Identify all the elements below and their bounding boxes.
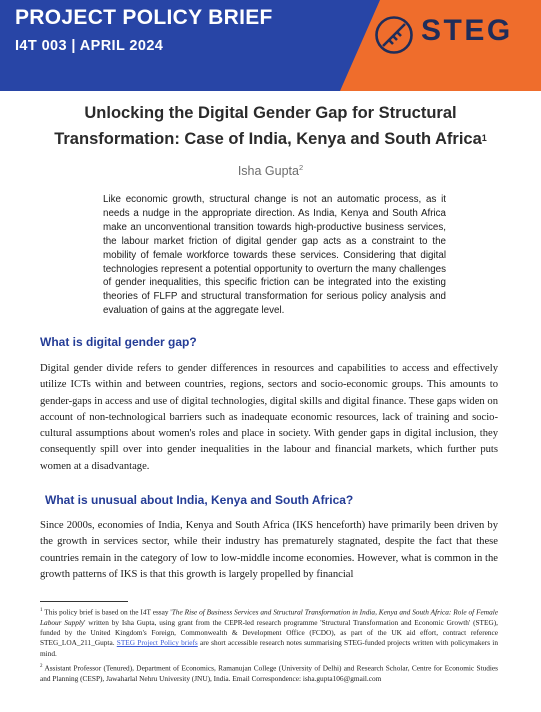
footnote-2-marker: 2	[40, 663, 43, 669]
footnote-1-text-a: This policy brief is based on the I4T essay '	[44, 607, 172, 617]
footnote-1-marker: 1	[40, 608, 43, 613]
footnote-1-text-c: are short accessible research notes summarising STEG-funded projects written with policymakers in mind.	[40, 638, 498, 658]
footnote-1-text-b: ' written by Isha Gupta, using grant from the CEPR-led research programme 'Structural Transformation and Economic Growth' (STEG), funded by the United Kingdom's Foreign, Commonwealth & Development Office (FCDO), as part of the UK aid effort, contract reference STEG_LOA_211_Gupta.	[40, 617, 498, 648]
steg-logo-icon	[374, 15, 414, 55]
footnotes	[40, 606, 498, 687]
footnote-2	[40, 662, 498, 684]
footnote-1-essay-title: The Rise of Business Services and Structural Transformation in India, Kenya and South Africa: Role of Female Labour Supply	[40, 607, 498, 627]
section-heading-digital-gender-gap: What is digital gender gap?	[40, 335, 197, 349]
document-title	[40, 100, 501, 152]
steg-policy-briefs-link[interactable]: STEG Project Policy briefs	[116, 638, 198, 648]
footnote-2-text: Assistant Professor (Tenured), Department of Economics, Ramanujan College (University of Delhi) and Research Scholar, Centre for Economic Studies and Planning (CESP), Jawaharlal Nehru University (JNU), India. Email Correspondence: isha.gupta106@gmail.com	[40, 663, 499, 683]
steg-logo-text: STEG	[421, 14, 513, 47]
brief-issue-date: I4T 003 | APRIL 2024	[15, 38, 164, 54]
section-body-iks: Since 2000s, economies of India, Kenya and South Africa (IKS henceforth) have primarily been driven by the growth in services sector, while their industry has prematurely stagnated, despite the fact that these countries remain in the category of low to low-middle income economies. However, what is common in the growth patterns of IKS is that this growth is largely propelled by financial	[40, 520, 498, 580]
author-name: Isha Gupta	[237, 164, 299, 179]
section-body-digital-gender-gap: Digital gender divide refers to gender differences in resources and capabilities to access and effectively utilize ICTs within and between countries, regions, sectors and socio-economic groups. This amounts to gender-gaps in access and use of digital technologies, digital skills and digital finance. These gaps widen on account of non-technological barriers such as inadequate economic resources, lack of training and socio-cultural assumptions about women's roles and place in society. With gender gaps in digital inclusion, they consequently spill over into gender inequalities in the labour and financial markets, which further puts women at a disadvantage.	[40, 363, 498, 472]
title-line-2: Transformation: Case of India, Kenya and South Africa	[54, 130, 482, 148]
author-line	[40, 163, 501, 178]
title-line-1: Unlocking the Digital Gender Gap for Structural	[84, 104, 457, 122]
title-footnote-marker[interactable]: 1	[481, 133, 487, 143]
section-heading-iks: What is unusual about India, Kenya and South Africa?	[45, 493, 354, 507]
abstract-text: Like economic growth, structural change is not an automatic process, as it needs a nudge in the appropriate direction. As India, Kenya and South Africa make an unconventional transition towards high-productive business services, the labour market friction of digital gender gap acts as a constraint to the mobility of female workforce towards these services. Considering that digital technologies represent a potential opportunity to overturn the many challenges of gender inequalities, this specific friction can be integrated into the existing theories of FLFP and structural transformation for serious policy analysis and evaluation of gains at the aggregate level.	[103, 194, 446, 317]
footnote-divider	[40, 601, 128, 602]
author-footnote-marker[interactable]: 2	[298, 163, 304, 172]
footnote-1	[40, 606, 498, 659]
brief-series-title: PROJECT POLICY BRIEF	[15, 6, 273, 29]
